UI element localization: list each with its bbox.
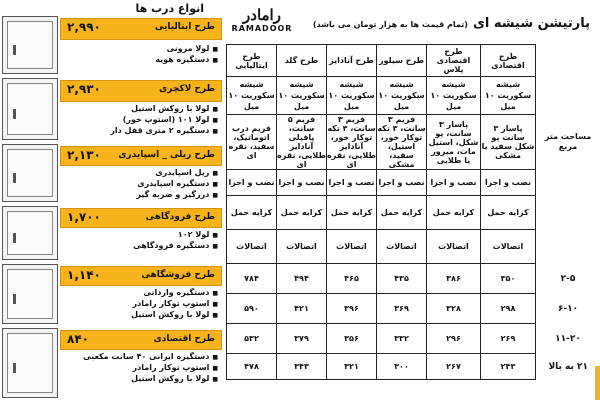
door-image [2, 264, 58, 324]
price-cell: ۳۰۰ [377, 354, 427, 380]
feature-item: ■ لولا ۱۰۱ (استوپ خور) [110, 114, 218, 125]
feature-item: ■ دستگیره اسپایدری [136, 178, 218, 189]
door-name: طرح ریلی _ اسپایدری [118, 150, 215, 160]
door-name: طرح ایتالیایی [154, 22, 215, 32]
install-cell: نصب و اجرا [327, 170, 377, 196]
door-price: ۲,۹۳۰ [67, 82, 101, 96]
door-card [60, 208, 222, 228]
transport-cell: کرایه حمل [481, 196, 536, 230]
door-types-panel [0, 0, 222, 400]
door-card [60, 266, 222, 286]
install-cell: نصب و اجرا [227, 170, 277, 196]
door-item [2, 328, 222, 398]
ramadoor-logo [226, 6, 298, 40]
glass-cell: شیشه سکوریت ۱۰ میل [377, 77, 427, 115]
title-note: (تمام قیمت ها به هزار تومان می باشد) [312, 20, 468, 29]
price-cell: ۴۷۸ [227, 354, 277, 380]
door-item [2, 78, 222, 140]
door-image [2, 144, 58, 202]
transport-cell: کرایه حمل [427, 196, 481, 230]
price-cell: ۳۲۱ [327, 354, 377, 380]
feature-item: ■ ریل اسپایدری [136, 167, 218, 178]
price-cell: ۳۲۸ [427, 294, 481, 324]
frame-cell: فریم درب اتوماتیک، سفید، نقره ای [227, 115, 277, 170]
door-card [60, 146, 222, 166]
feature-item: ■ لولا مرونی [155, 43, 218, 54]
price-cell: ۲۴۳ [481, 354, 536, 380]
feature-item: ■ دستگیره وارداتی [131, 287, 218, 298]
transport-cell: کرایه حمل [277, 196, 327, 230]
door-features [131, 287, 218, 320]
feature-item: ■ دستگیره فرودگاهی [133, 240, 218, 251]
price-cell: ۳۳۲ [377, 324, 427, 354]
door-name: طرح اقتصادی [153, 334, 215, 344]
price-cell: ۳۵۶ [327, 324, 377, 354]
price-cell: ۴۳۵ [377, 264, 427, 294]
transport-cell: کرایه حمل [377, 196, 427, 230]
price-cell: ۷۸۴ [227, 264, 277, 294]
area-label: مساحت متر مربع [544, 132, 592, 151]
install-cell: نصب و اجرا [427, 170, 481, 196]
door-item [2, 206, 222, 260]
install-cell: نصب و اجرا [481, 170, 536, 196]
column-header: طرح اقتصادی [481, 45, 536, 77]
door-item [2, 16, 222, 74]
door-image [2, 206, 58, 260]
feature-item: ■ درزگیر و ضربه گیر [136, 189, 218, 200]
glass-cell: شیشه سکوریت ۱۰ میل [227, 77, 277, 115]
feature-item: ■ لولا با روکش استیل [110, 103, 218, 114]
price-cell: ۴۹۴ [277, 264, 327, 294]
door-features [83, 351, 218, 384]
frame-cell: پاسار ۳ سانت، پو شکل، استیل مات، میرور یا طلایی [427, 115, 481, 170]
price-cell: ۳۶۹ [377, 294, 427, 324]
door-item [2, 264, 222, 324]
feature-item: ■ استوپ توکار رامادر [83, 362, 218, 373]
door-card [60, 330, 222, 350]
column-header: طرح سیلور [377, 45, 427, 77]
feature-item: ■ استوپ توکار رامادر [131, 298, 218, 309]
connections-cell: اتصالات [327, 230, 377, 264]
door-item [2, 144, 222, 202]
price-cell: ۲۶۷ [427, 354, 481, 380]
door-price: ۲,۹۹۰ [67, 20, 101, 34]
frame-cell: فریم ۳ سانت، ۳ تکه توکار خور، آنادایز طلایی، نقره ای [327, 115, 376, 169]
transport-cell: کرایه حمل [327, 196, 377, 230]
feature-item: ■ لولا با روکش استیل [83, 373, 218, 384]
frame-cell: فریم ۳ سانت، ۳ تکه توکار خور، استیل، سفید، مشکی [377, 115, 426, 169]
price-cell: ۴۶۵ [327, 264, 377, 294]
price-cell: ۲۹۶ [427, 324, 481, 354]
glass-cell: شیشه سکوریت ۱۰ میل [481, 77, 536, 115]
column-header: طرح گلد [277, 45, 327, 77]
connections-cell: اتصالات [427, 230, 481, 264]
column-header: طرح اقتصادی پلاس [427, 45, 481, 77]
feature-item: ■ دستگیره ۲ متری قفل دار [110, 125, 218, 136]
empty-corner [536, 45, 600, 77]
area-range: ۱۱-۲۰ [555, 333, 581, 344]
door-features [136, 167, 218, 200]
transport-cell: کرایه حمل [227, 196, 277, 230]
price-cell: ۳۵۰ [481, 264, 536, 294]
door-name: طرح لاکچری [159, 84, 215, 94]
door-image [2, 328, 58, 398]
price-cell: ۲۶۹ [481, 324, 536, 354]
door-price: ۱,۷۰۰ [67, 210, 101, 224]
glass-cell: شیشه سکوریت ۱۰ میل [327, 77, 377, 115]
connections-cell: اتصالات [377, 230, 427, 264]
connections-cell: اتصالات [277, 230, 327, 264]
logo-latin: RAMADOOR [231, 24, 293, 33]
page-title [312, 12, 590, 31]
connections-cell: اتصالات [227, 230, 277, 264]
door-features [155, 43, 218, 65]
connections-cell: اتصالات [481, 230, 536, 264]
accent-stripe [595, 366, 600, 400]
feature-item: ■ دستگیره هویه [155, 54, 218, 65]
price-cell: ۲۹۸ [481, 294, 536, 324]
door-price: ۱,۱۴۰ [67, 268, 101, 282]
column-header: طرح آنادایز [327, 45, 377, 77]
title-main: پارتیشن شیشه ای [473, 16, 590, 31]
price-cell: ۳۸۶ [427, 264, 481, 294]
door-name: طرح فرودگاهی [145, 212, 215, 222]
feature-item: ■ دستگیره ایرانی ۴۰ سانت مکعبی [83, 351, 218, 362]
door-image [2, 78, 58, 140]
door-image [2, 16, 58, 74]
door-types-title: انواع درب ها [135, 2, 204, 15]
area-range: ۶-۱۰ [557, 303, 579, 314]
door-name: طرح فروشگاهی [141, 270, 215, 280]
door-price: ۸۴۰ [67, 332, 89, 346]
install-cell: نصب و اجرا [377, 170, 427, 196]
install-cell: نصب و اجرا [277, 170, 327, 196]
frame-cell: پاسار ۳ سانت پو شکل سفید یا مشکی [481, 115, 536, 170]
area-range: ۲۱ به بالا [548, 361, 589, 372]
frame-cell: فریم ۵ سانت، پافیلی آنادایز طلایی، نقره ای [277, 115, 326, 169]
feature-item: ■ لولا ۱۰۲ [133, 229, 218, 240]
price-cell: ۴۲۱ [277, 294, 327, 324]
column-header: طرح ایتالیایی [227, 45, 277, 77]
logo-text: رامادر [243, 6, 281, 24]
price-cell: ۳۹۶ [327, 294, 377, 324]
glass-cell: شیشه سکوریت ۱۰ میل [277, 77, 327, 115]
door-features [110, 103, 218, 136]
door-card [60, 80, 222, 102]
price-cell: ۵۳۲ [227, 324, 277, 354]
door-price: ۲,۱۳۰ [67, 148, 101, 162]
feature-item: ■ لولا با روکش استیل [131, 309, 218, 320]
glass-cell: شیشه سکوریت ۱۰ میل [427, 77, 481, 115]
door-features [133, 229, 218, 251]
area-range: ۲-۵ [560, 273, 576, 284]
price-cell: ۳۴۳ [277, 354, 327, 380]
door-card [60, 18, 222, 40]
price-cell: ۳۷۹ [277, 324, 327, 354]
price-cell: ۵۹۰ [227, 294, 277, 324]
price-table [226, 44, 600, 380]
